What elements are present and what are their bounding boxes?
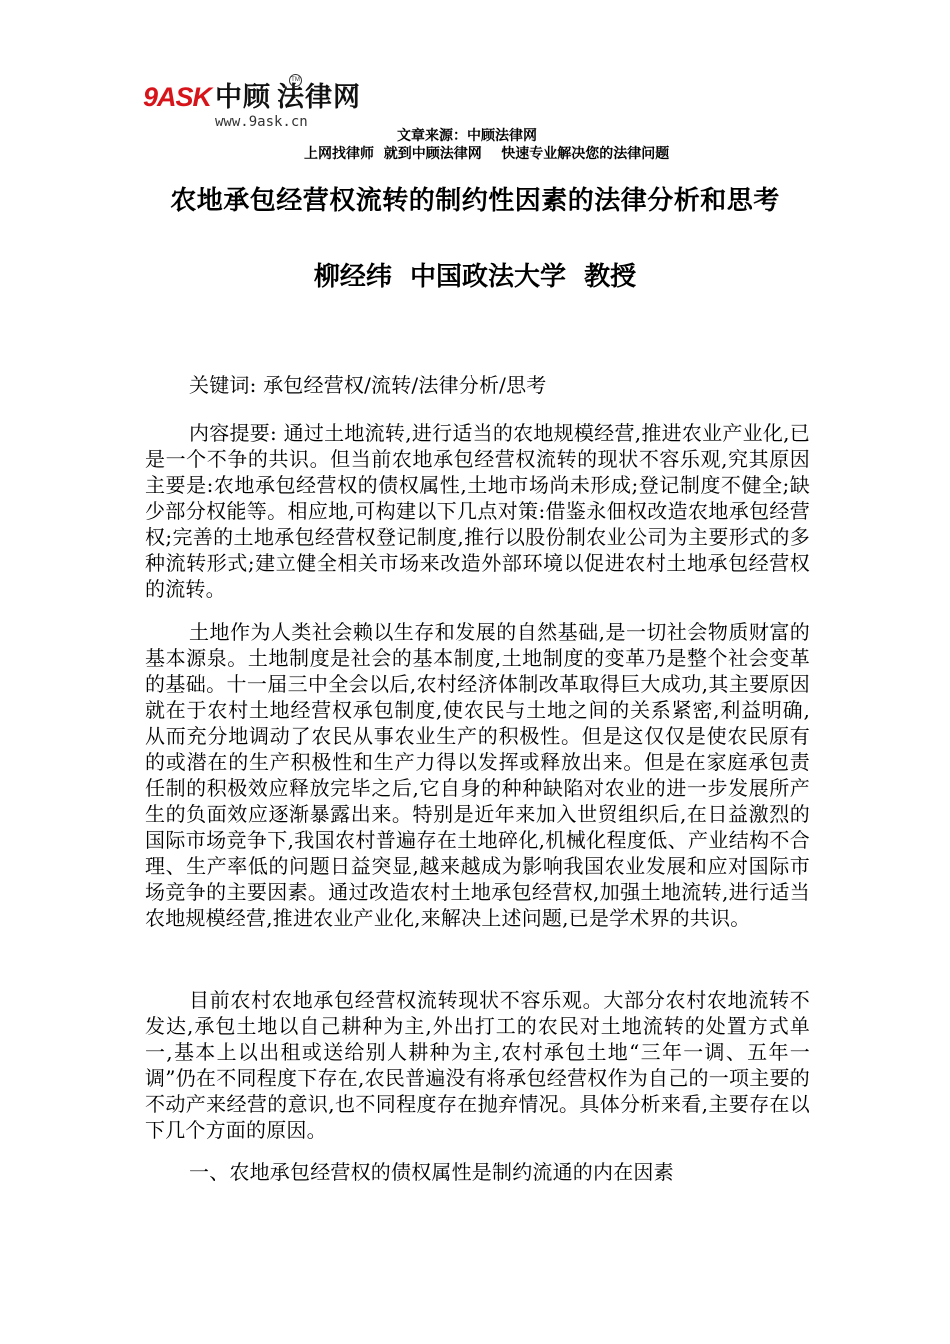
logo-url: www.9ask.cn (215, 114, 308, 130)
site-slogan: 上网找律师 就到中顾法律网 快速专业解决您的法律问题 (304, 146, 670, 162)
abstract-paragraph: 内容提要: 通过土地流转,进行适当的农地规模经营,推进农业产业化,已是一个不争的共识。但当前农地承包经营权流转的现状不容乐观,究其原因主要是:农地承包经营权的债权属性,土地市场尚未形成;登记制度不健全;缺少部分权能等。相应地,可构建以下几点对策:借鉴永佃权改造农地承包经营权;完善的土地承包经营权登记制度,推行以股份制农业公司为主要形式的多种流转形式;建立健全相关市场来改造外部环境以促进农村土地承包经营权的流转。 (145, 421, 810, 601)
body-paragraph: 土地作为人类社会赖以生存和发展的自然基础,是一切社会物质财富的基本源泉。土地制度是社会的基本制度,土地制度的变革乃是整个社会变革的基础。十一届三中全会以后,农村经济体制改革取得巨大成功,其主要原因就在于农村土地经营权承包制度,使农民与土地之间的关系紧密,利益明确,从而充分地调动了农民从事农业生产的积极性。但是这仅仅是使农民原有的或潜在的生产积极性和生产力得以发挥或释放出来。但是在家庭承包责任制的积极效应释放完毕之后,它自身的种种缺陷对农业的进一步发展所产生的负面效应逐渐暴露出来。特别是近年来加入世贸组织后,在日益激烈的国际市场竞争下,我国农村普遍存在土地碎化,机械化程度低、产业结构不合理、生产率低的问题日益突显,越来越成为影响我国农业发展和应对国际市场竞争的主要因素。通过改造农村土地承包经营权,加强土地流转,进行适当农地规模经营,推进农业产业化,来解决上述问题,已是学术界的共识。 (145, 620, 810, 930)
body-paragraph: 目前农村农地承包经营权流转现状不容乐观。大部分农村农地流转不发达,承包土地以自己耕种为主,外出打工的农民对土地流转的处置方式单一,基本上以出租或送给别人耕种为主,农村承包土地“三年一调、五年一调”仍在不同程度下存在,农民普遍没有将承包经营权作为自己的一项主要的不动产来经营的意识,也不同程度存在抛弃情况。具体分析来看,主要存在以下几个方面的原因。 (145, 988, 810, 1142)
logo-wordmark (143, 82, 361, 112)
section-heading: 一、农地承包经营权的债权属性是制约流通的内在因素 (189, 1160, 674, 1184)
keywords-paragraph: 关键词: 承包经营权/流转/法律分析/思考 (189, 373, 547, 397)
logo-chinese-name-2: 法律网 (277, 82, 362, 112)
logo-chinese-name: 中顾 (215, 82, 272, 112)
article-author: 柳经纬 中国政法大学 教授 (313, 262, 637, 292)
logo-brand-text: 9ASK (143, 82, 212, 112)
article-source: 文章来源：中顾法律网 (397, 128, 537, 144)
article-title: 农地承包经营权流转的制约性因素的法律分析和思考 (170, 186, 780, 216)
trademark-icon: TM (289, 74, 302, 87)
site-logo[interactable] (143, 76, 393, 136)
